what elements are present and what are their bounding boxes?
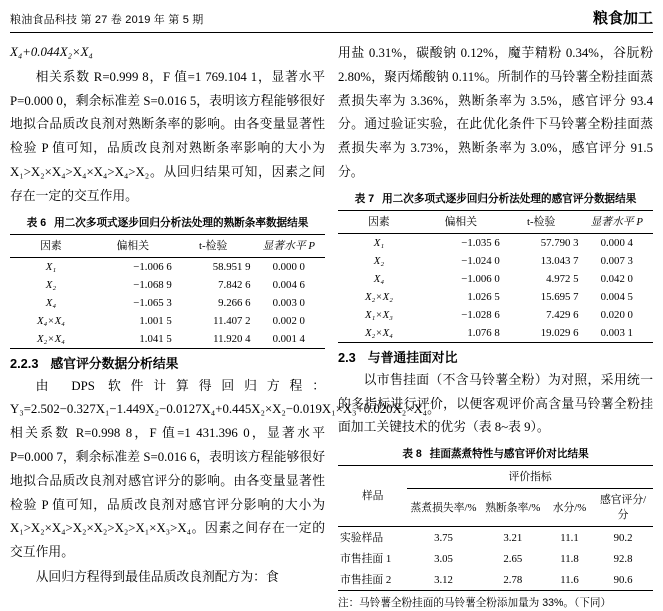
table7-caption bbox=[338, 191, 653, 206]
table-row: X₂×X₄ 1.041 5 11.920 4 0.001 4 bbox=[36, 332, 305, 345]
table7-header-factor: 因素 bbox=[338, 210, 420, 233]
table8-header-row-1 bbox=[338, 466, 653, 489]
table7 bbox=[338, 210, 653, 343]
table8-header-sample: 样品 bbox=[338, 466, 407, 527]
table8-header-breakage-rate: 熟断条率/% bbox=[480, 489, 546, 527]
table8-note: 注：马铃薯全粉挂面的马铃薯全粉添加量为 33%。（下同） bbox=[338, 597, 612, 610]
equation-continuation: X₄+0.044X₂×X₄ bbox=[10, 45, 93, 59]
table-row: 实验样品 3.75 3.21 11.1 90.2 bbox=[340, 531, 633, 545]
table-row: X₁ −1.006 6 58.951 9 0.000 0 bbox=[45, 260, 305, 273]
table6-label: 表 6 bbox=[26, 216, 47, 229]
header-rule bbox=[10, 32, 653, 33]
table-row: 市售挂面 1 3.05 2.65 11.8 92.8 bbox=[340, 552, 633, 566]
table7-header-row bbox=[338, 210, 653, 233]
table7-label: 表 7 bbox=[354, 192, 375, 205]
table8-header-moisture: 水分/% bbox=[546, 489, 593, 527]
paragraph-recipe-start: 从回归方程得到最佳品质改良剂配方为：食 bbox=[35, 569, 279, 584]
section-heading-2-3 bbox=[338, 347, 653, 366]
table8-header-sensory-score: 感官评分/分 bbox=[593, 489, 653, 527]
table6 bbox=[10, 234, 325, 349]
two-column-layout bbox=[10, 42, 653, 610]
table-row: X₂ −1.068 9 7.842 6 0.004 6 bbox=[45, 278, 305, 291]
table6-header-partial-corr: 偏相关 bbox=[92, 234, 174, 257]
section-heading-2-2-3 bbox=[10, 353, 325, 372]
right-column bbox=[338, 42, 653, 610]
table-row: X₄ −1.065 3 9.266 6 0.003 0 bbox=[45, 296, 305, 309]
table-row: X₂×X₂ 1.026 5 15.695 7 0.004 5 bbox=[364, 290, 633, 303]
page-header bbox=[10, 5, 653, 31]
table6-header-factor: 因素 bbox=[10, 234, 92, 257]
journal-issue-info: 粮油食品科技 第 27 卷 2019 年 第 5 期 bbox=[10, 14, 204, 26]
table7-header-partial-corr: 偏相关 bbox=[420, 210, 502, 233]
table6-header-significance: 显著水平 P bbox=[253, 234, 325, 257]
table6-caption-text: 用二次多项式逐步回归分析法处理的熟断条率数据结果 bbox=[54, 216, 309, 229]
table-row: X₄ −1.006 0 4.972 5 0.042 0 bbox=[373, 272, 633, 285]
table-row: X₁×X₃ −1.028 6 7.429 6 0.020 0 bbox=[364, 308, 633, 321]
table-row: X₄×X₄ 1.001 5 11.407 2 0.002 0 bbox=[36, 314, 305, 327]
table-row: X₂ −1.024 0 13.043 7 0.007 3 bbox=[373, 254, 633, 267]
table8-header-indicator-group: 评价指标 bbox=[407, 466, 653, 489]
table6-header-row bbox=[10, 234, 325, 257]
table8-label: 表 8 bbox=[402, 448, 422, 461]
section-title: 与普通挂面对比 bbox=[367, 349, 458, 365]
table8 bbox=[338, 465, 653, 591]
table8-header-cooking-loss: 蒸煮损失率/% bbox=[407, 489, 479, 527]
section-number: 2.2.3 bbox=[10, 355, 39, 371]
section-title: 感官评分数据分析结果 bbox=[50, 355, 179, 371]
table6-header-t-test: t-检验 bbox=[174, 234, 253, 257]
paragraph-comparison: 以市售挂面（不含马铃薯全粉）为对照，采用统一的多指标进行评价，以便客观评价高含量马铃薯全粉挂面加工关键技术的优劣（表 8~表 9）。 bbox=[338, 372, 653, 435]
section-number: 2.3 bbox=[338, 349, 356, 365]
table-row: 市售挂面 2 3.12 2.78 11.6 90.6 bbox=[340, 573, 633, 587]
table-row: X₁ −1.035 6 57.790 3 0.000 4 bbox=[373, 236, 633, 249]
journal-section-label: 粮食加工 bbox=[592, 10, 653, 27]
table8-caption-text: 挂面蒸煮特性与感官评价对比结果 bbox=[429, 448, 589, 461]
table-row: X₂×X₄ 1.076 8 19.029 6 0.003 1 bbox=[364, 326, 633, 339]
paragraph-fit-analysis: 相关系数 R=0.999 8，F 值=1 769.104 1，显著水平 P=0.000 0，剩余标准差 S=0.016 5，表明该方程能够很好地拟合品质改良剂对熟断条率的影响。由各变量显著性检验 P 值可知，品质改良剂对熟断条率影响的大小为 X₁>X₂×X₄>X₄×X₄>X₄>X₂。从回归结果可知，因素之间存在一定的交互作用。 bbox=[10, 69, 325, 203]
table7-header-t-test: t-检验 bbox=[502, 210, 581, 233]
table8-caption bbox=[338, 446, 653, 461]
table7-caption-text: 用二次多项式逐步回归分析法处理的感官评分数据结果 bbox=[382, 192, 637, 205]
table7-header-significance: 显著水平 P bbox=[581, 210, 653, 233]
paragraph-recipe-continued: 用盐 0.31%，碳酸钠 0.12%，魔芋精粉 0.34%，谷朊粉 2.80%，聚丙烯酸钠 0.11%。所制作的马铃薯全粉挂面蒸煮损失率为 3.36%，熟断条率为 3.5%，感官评分 93.4 分。通过验证实验，在此优化条件下马铃薯全粉挂面蒸煮损失率为 3.73%，熟断条率为 3.0%，感官评分 91.5 分。 bbox=[338, 46, 653, 179]
table6-caption bbox=[10, 215, 325, 230]
paragraph-sensory-regression: 由 DPS 软件计算得回归方程：Y₃=2.502−0.327X₁−1.449X₂−0.0127X₄+0.445X₂×X₂−0.019X₁×X₃+0.020X₂×X₄。相关系数 R=0.998 8，F 值=1 431.396 0，显著水平 P=0.000 7，剩余标准差 S=0.016 6，表明该方程能够很好地拟合品质改良剂对感官评分的影响。由各变量显著性检验 P 值可知，品质改良剂对感官评分影响的大小为 X₁>X₂×X₄>X₂×X₂>X₂>X₁×X₃>X₄。因素之间存在一定的交互作用。 bbox=[10, 378, 440, 560]
